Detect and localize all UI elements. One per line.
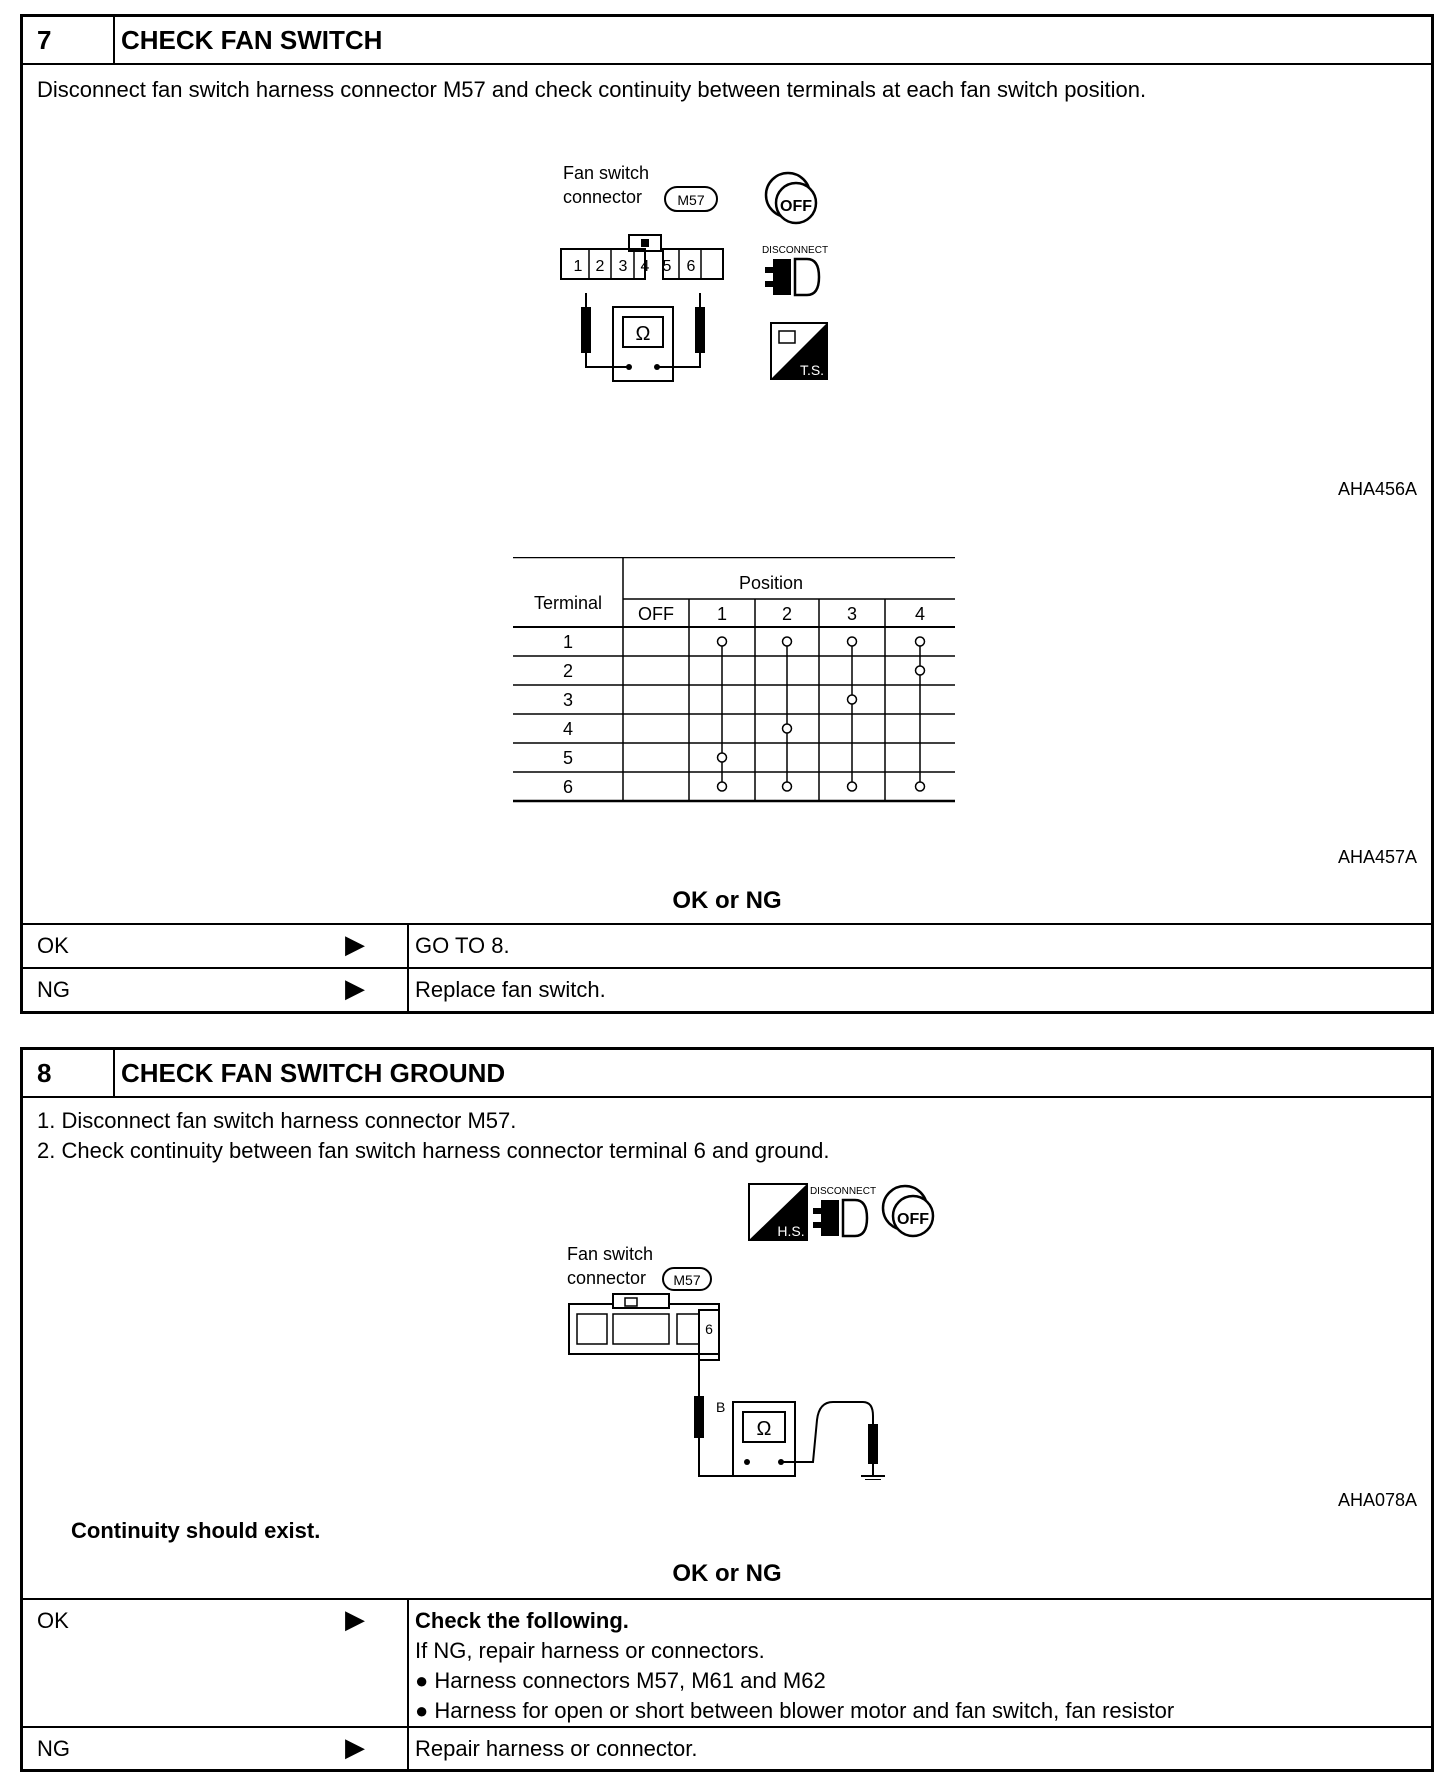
fan-switch-label: Fan switch — [567, 1244, 654, 1264]
wire-color: B — [716, 1399, 726, 1415]
header-divider — [113, 1050, 115, 1096]
position-label: 3 — [846, 604, 858, 624]
figure-id: AHA456A — [1337, 479, 1417, 499]
terminal-label: 3 — [562, 690, 574, 710]
arrow-right-icon: ▶ — [345, 973, 365, 1003]
connector-diagram — [443, 157, 963, 417]
step-7-block — [20, 14, 1434, 1014]
terminal-header: Terminal — [533, 593, 603, 613]
position-label: OFF — [638, 604, 674, 624]
header-rule — [23, 63, 1431, 65]
continuity-node — [916, 637, 925, 646]
step-8-block — [20, 1047, 1434, 1772]
connector-code: M57 — [673, 1272, 701, 1288]
connector-code: M57 — [677, 192, 705, 208]
terminal-6: 6 — [705, 1321, 713, 1337]
step-title: CHECK FAN SWITCH GROUND — [121, 1058, 506, 1088]
ohmmeter — [733, 1402, 795, 1476]
step-number: 8 — [37, 1058, 52, 1088]
continuity-node — [783, 724, 792, 733]
ohm-symbol: Ω — [635, 323, 651, 345]
continuity-node — [848, 782, 857, 791]
connector-terminals — [561, 235, 723, 279]
bullet-icon: ● — [415, 1698, 435, 1723]
terminal-label: 2 — [562, 661, 574, 681]
result-note: Continuity should exist. — [71, 1518, 321, 1543]
svg-text:3: 3 — [618, 258, 628, 275]
result-rule — [23, 1726, 1431, 1728]
position-label: 2 — [781, 604, 793, 624]
connector-label: connector — [563, 187, 643, 207]
arrow-right-icon: ▶ — [345, 1732, 365, 1762]
result-status-ok: OK — [37, 1608, 69, 1633]
ok-heading: Check the following. — [415, 1608, 629, 1633]
ok-ng-label: OK or NG — [672, 1560, 782, 1587]
figure-id: AHA078A — [1337, 1490, 1417, 1510]
terminal-label: 6 — [562, 777, 574, 797]
instruction-1: 1. Disconnect fan switch harness connector M57. — [37, 1108, 517, 1133]
result-action-ok: GO TO 8. — [415, 933, 510, 958]
hs-icon — [749, 1184, 807, 1240]
svg-text:OFF: OFF — [897, 1211, 929, 1228]
result-rule — [23, 1598, 1431, 1600]
result-action-ng: Repair harness or connector. — [415, 1736, 698, 1761]
connector-face — [569, 1294, 719, 1360]
continuity-node — [783, 637, 792, 646]
continuity-node — [718, 637, 727, 646]
ts-icon — [771, 323, 827, 379]
disconnect-icon — [762, 245, 828, 295]
bullet-icon: ● — [415, 1668, 435, 1693]
arrow-right-icon: ▶ — [345, 1604, 365, 1634]
step-instruction: Disconnect fan switch harness connector M57 and check continuity between terminals at each fan switch position. — [37, 77, 1147, 102]
continuity-node — [848, 695, 857, 704]
svg-text:OFF: OFF — [780, 198, 812, 215]
position-header: Position — [738, 573, 804, 593]
header-rule — [23, 1096, 1431, 1098]
ohmmeter — [581, 293, 705, 381]
result-rule — [23, 923, 1431, 925]
ohm-symbol: Ω — [756, 1418, 772, 1440]
result-rule — [23, 967, 1431, 969]
svg-text:T.S.: T.S. — [799, 362, 825, 378]
result-status-ok: OK — [37, 933, 69, 958]
continuity-node — [848, 637, 857, 646]
result-divider — [407, 1598, 409, 1772]
svg-text:1: 1 — [573, 258, 583, 275]
result-action-ng: Replace fan switch. — [415, 977, 606, 1002]
continuity-node — [916, 666, 925, 675]
position-label: 1 — [716, 604, 728, 624]
svg-text:DISCONNECT: DISCONNECT — [761, 245, 829, 256]
svg-text:H.S.: H.S. — [777, 1223, 805, 1239]
svg-text:DISCONNECT: DISCONNECT — [809, 1186, 877, 1197]
off-key-icon — [766, 173, 816, 223]
continuity-node — [916, 782, 925, 791]
ok-bullet: ● Harness connectors M57, M61 and M62 — [415, 1668, 826, 1693]
terminal-label: 5 — [562, 748, 574, 768]
arrow-right-icon: ▶ — [345, 929, 365, 959]
ok-bullet: ● Harness for open or short between blower motor and fan switch, fan resistor — [415, 1698, 1175, 1723]
ground-icon — [861, 1476, 885, 1480]
ok-note: If NG, repair harness or connectors. — [415, 1638, 765, 1663]
result-status-ng: NG — [37, 1736, 70, 1761]
continuity-table — [513, 557, 973, 827]
figure-id: AHA457A — [1337, 847, 1417, 867]
terminal-label: 1 — [562, 632, 574, 652]
continuity-node — [718, 782, 727, 791]
instruction-2: 2. Check continuity between fan switch harness connector terminal 6 and ground. — [37, 1138, 830, 1163]
ok-ng-label: OK or NG — [672, 887, 782, 914]
step-title: CHECK FAN SWITCH — [121, 25, 383, 55]
continuity-node — [783, 782, 792, 791]
off-key-icon — [883, 1186, 933, 1236]
step-number: 7 — [37, 25, 52, 55]
position-label: 4 — [914, 604, 926, 624]
continuity-node — [718, 753, 727, 762]
svg-text:2: 2 — [595, 258, 605, 275]
svg-text:4: 4 — [640, 258, 650, 275]
result-status-ng: NG — [37, 977, 70, 1002]
header-divider — [113, 17, 115, 63]
disconnect-icon — [810, 1186, 876, 1236]
result-divider — [407, 923, 409, 1014]
ground-check-diagram — [533, 1180, 1033, 1480]
fan-switch-label: Fan switch — [563, 163, 650, 183]
connector-label: connector — [567, 1268, 647, 1288]
svg-text:5: 5 — [662, 258, 672, 275]
svg-text:6: 6 — [686, 258, 696, 275]
terminal-label: 4 — [562, 719, 574, 739]
